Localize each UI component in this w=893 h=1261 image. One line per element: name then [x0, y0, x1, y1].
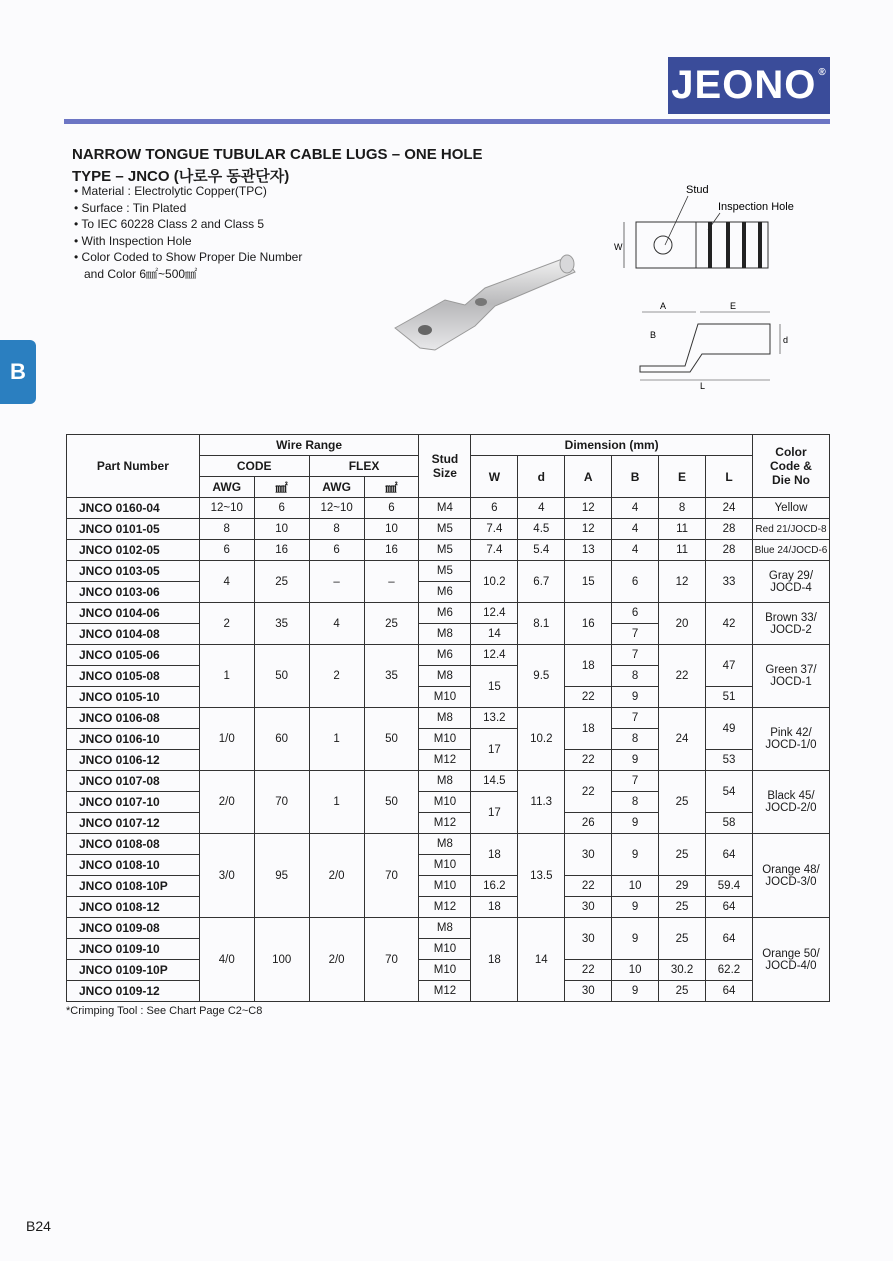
cell: 22: [659, 645, 706, 708]
cell: 25: [364, 603, 419, 645]
cell: Red 21/JOCD-8: [752, 519, 829, 540]
cell: 60: [254, 708, 309, 771]
cell: M10: [419, 960, 471, 981]
table-row: [67, 813, 830, 834]
part-number: JNCO 0107-12: [67, 813, 200, 834]
spec-table: [66, 434, 830, 1002]
code-awg-header: AWG: [199, 477, 254, 498]
cell: 53: [706, 750, 753, 771]
cell: 58: [706, 813, 753, 834]
cell: 3/0: [199, 834, 254, 918]
cell: 4: [612, 498, 659, 519]
cell: M5: [419, 519, 471, 540]
cell: –: [364, 561, 419, 603]
logo-text: JEONO: [671, 63, 817, 107]
cell: 2/0: [199, 771, 254, 834]
die-text: JOCD-2/0: [765, 802, 817, 814]
die-text: JOCD-1: [770, 676, 812, 688]
cell: M4: [419, 498, 471, 519]
table-row: [67, 645, 830, 666]
d-label: d: [783, 335, 789, 345]
cell: 50: [364, 708, 419, 771]
cell: 30: [565, 981, 612, 1002]
cell: M6: [419, 603, 471, 624]
cell: 100: [254, 918, 309, 1002]
cell: 10: [612, 876, 659, 897]
part-number: JNCO 0105-08: [67, 666, 200, 687]
part-number: JNCO 0106-10: [67, 729, 200, 750]
cell: 12: [565, 519, 612, 540]
cell: 8: [612, 792, 659, 813]
b-header: B: [612, 456, 659, 498]
die-text: JOCD-3/0: [765, 875, 817, 888]
cell: 11: [659, 519, 706, 540]
a-header: A: [565, 456, 612, 498]
cell: 24: [706, 498, 753, 519]
d-header: d: [518, 456, 565, 498]
cell: 6: [612, 561, 659, 603]
cell: 51: [706, 687, 753, 708]
cell: M12: [419, 813, 471, 834]
code-header: CODE: [199, 456, 309, 477]
cell: 62.2: [706, 960, 753, 981]
cell: 7: [612, 708, 659, 729]
part-number: JNCO 0104-08: [67, 624, 200, 645]
color-text: Orange 50/: [762, 947, 820, 960]
die-text: JOCD-4: [770, 581, 812, 594]
cell: 30: [565, 834, 612, 876]
table-row: [67, 960, 830, 981]
part-number: JNCO 0103-06: [67, 582, 200, 603]
feature-list: [74, 183, 302, 282]
size-header: Size: [432, 466, 457, 480]
table-row: [67, 897, 830, 918]
cell: 7: [612, 624, 659, 645]
cell: 9: [612, 687, 659, 708]
cell: 17: [471, 792, 518, 834]
die-no-header: Die No: [771, 473, 810, 487]
stud-size-header: [419, 435, 471, 498]
cell: 28: [706, 519, 753, 540]
cell: Blue 24/JOCD-6: [752, 540, 829, 561]
section-tab[interactable]: B: [0, 340, 36, 404]
cell: 6: [364, 498, 419, 519]
part-number: JNCO 0109-08: [67, 918, 200, 939]
cell: 9: [612, 813, 659, 834]
cell: M12: [419, 981, 471, 1002]
cell: 26: [565, 813, 612, 834]
cell: 4: [309, 603, 364, 645]
cell: 13.5: [518, 834, 565, 918]
cell: 12: [659, 561, 706, 603]
cell: 8.1: [518, 603, 565, 645]
page-number: B24: [26, 1218, 51, 1234]
cell: 22: [565, 771, 612, 813]
cell: 12~10: [309, 498, 364, 519]
cell: 70: [364, 834, 419, 918]
cell: 12~10: [199, 498, 254, 519]
table-row: [67, 708, 830, 729]
e-label: E: [730, 301, 737, 311]
cell: 12.4: [471, 603, 518, 624]
part-number: JNCO 0106-12: [67, 750, 200, 771]
table-row: [67, 876, 830, 897]
cell: M10: [419, 939, 471, 960]
cell: 10.2: [518, 708, 565, 771]
cell: M8: [419, 666, 471, 687]
code-and-header: Code &: [769, 459, 812, 473]
cell: 30.2: [659, 960, 706, 981]
stud-header: Stud: [431, 452, 459, 466]
cell: 25: [659, 771, 706, 834]
part-number: JNCO 0102-05: [67, 540, 200, 561]
cell: [752, 708, 829, 771]
w-header: W: [471, 456, 518, 498]
table-row: [67, 687, 830, 708]
cell: 33: [706, 561, 753, 603]
cell: 7.4: [471, 519, 518, 540]
a-label: A: [660, 301, 667, 311]
cell: 5.4: [518, 540, 565, 561]
cell: 42: [706, 603, 753, 645]
cell: 12: [565, 498, 612, 519]
cell: M10: [419, 792, 471, 813]
color-text: Orange 48/: [762, 863, 820, 876]
table-row: [67, 771, 830, 792]
flex-header: FLEX: [309, 456, 419, 477]
cell: 54: [706, 771, 753, 813]
cell: M12: [419, 750, 471, 771]
part-number: JNCO 0108-10: [67, 855, 200, 876]
cell: 11.3: [518, 771, 565, 834]
die-text: JOCD-2: [770, 623, 812, 636]
w-label: W: [614, 242, 623, 252]
cell: 7: [612, 771, 659, 792]
cell: 4: [518, 498, 565, 519]
cell: [752, 561, 829, 603]
cell: 22: [565, 876, 612, 897]
part-number: JNCO 0107-08: [67, 771, 200, 792]
cell: 16: [254, 540, 309, 561]
table-row: [67, 561, 830, 582]
cell: 15: [565, 561, 612, 603]
feature-item: • To IEC 60228 Class 2 and Class 5: [74, 216, 302, 233]
cell: M10: [419, 876, 471, 897]
cell: 14.5: [471, 771, 518, 792]
cell: 7: [612, 645, 659, 666]
flex-mm2-header: ㎟: [364, 477, 419, 498]
stud-label: Stud: [686, 184, 709, 196]
cell: 13: [565, 540, 612, 561]
cell: 6: [199, 540, 254, 561]
brand-logo: [668, 57, 830, 114]
cell: M10: [419, 687, 471, 708]
color-text: Black 45/: [767, 790, 815, 802]
flex-awg-header: AWG: [309, 477, 364, 498]
cell: M8: [419, 624, 471, 645]
cell: 25: [254, 561, 309, 603]
cell: 16: [565, 603, 612, 645]
color-text: Green 37/: [765, 664, 817, 676]
cell: 1: [199, 645, 254, 708]
cell: 10: [612, 960, 659, 981]
table-row: [67, 498, 830, 519]
table-row: [67, 834, 830, 855]
cell: 14: [471, 624, 518, 645]
color-text: Pink 42/: [770, 727, 812, 739]
die-text: JOCD-4/0: [765, 959, 817, 972]
cell: 2/0: [309, 834, 364, 918]
cell: [752, 834, 829, 918]
page-title: NARROW TONGUE TUBULAR CABLE LUGS – ONE HOLE: [72, 146, 483, 163]
part-number: JNCO 0108-12: [67, 897, 200, 918]
color-header: Color: [775, 445, 807, 459]
cell: M10: [419, 729, 471, 750]
cell: 9: [612, 981, 659, 1002]
cell: [752, 603, 829, 645]
cell: 7.4: [471, 540, 518, 561]
cell: M8: [419, 834, 471, 855]
cell: 59.4: [706, 876, 753, 897]
cell: 20: [659, 603, 706, 645]
cell: 17: [471, 729, 518, 771]
cell: 47: [706, 645, 753, 687]
part-number: JNCO 0104-06: [67, 603, 200, 624]
part-number: JNCO 0107-10: [67, 792, 200, 813]
cell: M8: [419, 771, 471, 792]
e-header: E: [659, 456, 706, 498]
cell: 8: [199, 519, 254, 540]
side-view-diagram: [630, 296, 800, 391]
part-number: JNCO 0103-05: [67, 561, 200, 582]
part-number: JNCO 0105-10: [67, 687, 200, 708]
cell: 25: [659, 834, 706, 876]
table-row: [67, 918, 830, 939]
cell: M12: [419, 897, 471, 918]
registered-mark: ®: [818, 67, 827, 78]
cell: M8: [419, 918, 471, 939]
cell: 6: [309, 540, 364, 561]
cell: 10: [254, 519, 309, 540]
cell: 70: [364, 918, 419, 1002]
cell: 64: [706, 981, 753, 1002]
cell: 49: [706, 708, 753, 750]
cell: M5: [419, 540, 471, 561]
cell: 10: [364, 519, 419, 540]
cell: 6.7: [518, 561, 565, 603]
cell: 35: [364, 645, 419, 708]
cell: 25: [659, 918, 706, 960]
part-number: JNCO 0109-10P: [67, 960, 200, 981]
color-text: Gray 29/: [768, 569, 814, 582]
cell: 9: [612, 834, 659, 876]
feature-item: • Color Coded to Show Proper Die Number: [74, 249, 302, 266]
color-text: Brown 33/: [765, 611, 817, 624]
table-row: [67, 519, 830, 540]
cell: 9: [612, 897, 659, 918]
cell: 6: [254, 498, 309, 519]
cell: M6: [419, 645, 471, 666]
part-number: JNCO 0109-10: [67, 939, 200, 960]
cell: 9: [612, 750, 659, 771]
cell: 50: [254, 645, 309, 708]
wire-range-header: Wire Range: [199, 435, 419, 456]
feature-item: • Material : Electrolytic Copper(TPC): [74, 183, 302, 200]
cell: 28: [706, 540, 753, 561]
cell: 8: [659, 498, 706, 519]
cell: 2: [199, 603, 254, 645]
cell: 6: [471, 498, 518, 519]
part-number: JNCO 0108-10P: [67, 876, 200, 897]
type-title: TYPE – JNCO (나로우 동관단자): [72, 168, 290, 185]
footnote: *Crimping Tool : See Chart Page C2~C8: [66, 1005, 263, 1017]
product-photo: [385, 240, 585, 360]
cell: 13.2: [471, 708, 518, 729]
cell: 18: [565, 708, 612, 750]
part-number: JNCO 0105-06: [67, 645, 200, 666]
cell: 16.2: [471, 876, 518, 897]
cell: 18: [471, 897, 518, 918]
cell: Yellow: [752, 498, 829, 519]
cell: 4.5: [518, 519, 565, 540]
cell: 8: [309, 519, 364, 540]
cell: 29: [659, 876, 706, 897]
cell: [752, 645, 829, 708]
cell: 6: [612, 603, 659, 624]
table-row: [67, 981, 830, 1002]
cell: 18: [471, 918, 518, 1002]
cell: 4: [612, 519, 659, 540]
l-header: L: [706, 456, 753, 498]
cell: 70: [254, 771, 309, 834]
color-code-header: [752, 435, 829, 498]
cell: 18: [471, 834, 518, 876]
part-number-header: Part Number: [67, 435, 200, 498]
feature-item: • Surface : Tin Plated: [74, 200, 302, 217]
cell: 2/0: [309, 918, 364, 1002]
table-row: [67, 603, 830, 624]
cell: 4/0: [199, 918, 254, 1002]
cell: M5: [419, 561, 471, 582]
cell: [752, 918, 829, 1002]
cell: 24: [659, 708, 706, 771]
cell: 16: [364, 540, 419, 561]
cell: 64: [706, 918, 753, 960]
cell: 1: [309, 771, 364, 834]
cell: 8: [612, 729, 659, 750]
cell: 25: [659, 897, 706, 918]
l-label: L: [700, 381, 706, 391]
cell: 18: [565, 645, 612, 687]
cell: 11: [659, 540, 706, 561]
part-number: JNCO 0109-12: [67, 981, 200, 1002]
header-rule: [64, 119, 830, 124]
part-number: JNCO 0101-05: [67, 519, 200, 540]
cell: 1/0: [199, 708, 254, 771]
cell: 2: [309, 645, 364, 708]
part-number: JNCO 0160-04: [67, 498, 200, 519]
cell: 64: [706, 897, 753, 918]
feature-item: • With Inspection Hole: [74, 233, 302, 250]
cell: 95: [254, 834, 309, 918]
die-text: JOCD-1/0: [765, 739, 817, 751]
part-number: JNCO 0106-08: [67, 708, 200, 729]
top-view-diagram: [608, 180, 818, 280]
cell: 12.4: [471, 645, 518, 666]
cell: 22: [565, 750, 612, 771]
cell: 14: [518, 918, 565, 1002]
cell: 15: [471, 666, 518, 708]
cell: 22: [565, 960, 612, 981]
cell: 1: [309, 708, 364, 771]
feature-item: and Color 6㎟~500㎟: [84, 266, 198, 281]
cell: 50: [364, 771, 419, 834]
code-mm2-header: ㎟: [254, 477, 309, 498]
dimension-header: Dimension (mm): [471, 435, 753, 456]
cell: 22: [565, 687, 612, 708]
part-number: JNCO 0108-08: [67, 834, 200, 855]
cell: 9.5: [518, 645, 565, 708]
b-label: B: [650, 330, 657, 340]
cell: [752, 771, 829, 834]
cell: 9: [612, 918, 659, 960]
cell: 4: [612, 540, 659, 561]
cell: M6: [419, 582, 471, 603]
cell: 30: [565, 918, 612, 960]
inspection-hole-label: Inspection Hole: [718, 201, 794, 213]
cell: 10.2: [471, 561, 518, 603]
cell: 25: [659, 981, 706, 1002]
cell: 35: [254, 603, 309, 645]
cell: M8: [419, 708, 471, 729]
cell: 30: [565, 897, 612, 918]
cell: 8: [612, 666, 659, 687]
cell: –: [309, 561, 364, 603]
cell: 4: [199, 561, 254, 603]
cell: M10: [419, 855, 471, 876]
table-row: [67, 750, 830, 771]
table-row: [67, 540, 830, 561]
cell: 64: [706, 834, 753, 876]
